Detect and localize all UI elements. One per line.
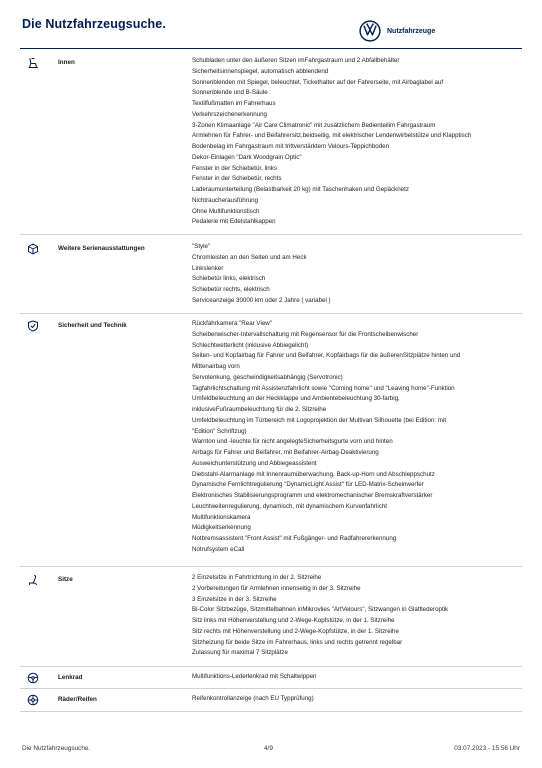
list-item: "Edition" Schriftzug) [192,427,247,435]
list-item: Diebstahl-Alarmanlage mit Innenraumüberwachung, Back-up-Horn und Abschleppschutz [192,470,435,478]
list-item: Verkehrszeichenerkennung [192,110,267,118]
list-item: Ausweichunterstützung und Abbiegeassistent [192,459,317,467]
section-title: Innen [58,59,75,66]
page-title: Die Nutzfahrzeugsuche. [22,17,166,31]
brand-label: Nutzfahrzeuge [387,27,436,35]
list-item: Rückfahrkamera "Rear View" [192,320,272,327]
list-item: Scheibenwischer-Intervallschaltung mit Regensensor für die Frontscheibenwischer [192,330,419,338]
list-item: Mittenairbag vorn [192,363,240,370]
list-item: Elektronisches Stabilisierungsprogramm und elektromechanischer Bremskraftverstärker [192,492,433,499]
list-item: Armlehnen für Fahrer- und Beifahrersitz,beidseitig, mit elektrischer Lendenwirbelstütze und Klapptisch [192,132,472,140]
page-number: 4/9 [264,745,273,752]
list-item: Sitzheizung für beide Sitze im Fahrerhaus, links und rechts getrennt regelbar [192,638,403,646]
section-title: Lenkrad [58,674,83,681]
section-title: Sicherheit und Technik [58,322,127,329]
list-item: Zulassung für maximal 7 Sitzplätze [192,649,288,657]
section-divider [20,666,522,667]
seat-icon [27,574,39,586]
section-title: Weitere Serienausstattungen [58,245,145,252]
list-item: Serviceanzeige 30000 km oder 2 Jahre ( variabel ) [192,296,331,304]
list-item: Fenster in der Schiebetür, links [192,164,277,172]
footer-timestamp: 03.07.2023 - 15:56 Uhr [454,745,520,752]
list-item: Reifenkontrollanzeige (nach EU Typprüfung) [192,695,314,702]
list-item: Umfeldbeleuchtung im Türbereich mit Logoprojektion der Multivan Silhouette (bei Edition: mit [192,416,447,424]
header-divider [20,48,522,49]
list-item: Sonnenblenden mit Spiegel, beleuchtet, Tickethalter auf der Fahrerseite, mit Airbaglabel auf [192,78,444,86]
section-divider [20,566,522,567]
list-item: Fenster in der Schiebetür, rechts [192,175,282,183]
wheel-icon [27,694,39,706]
section-divider [20,313,522,314]
list-item: Multifunktions-Lederlenkrad mit Schaltwippen [192,673,317,680]
list-item: Schiebetür links, elektrisch [192,275,266,283]
list-item: Notbremsassistent "Front Assist" mit Fußgänger- und Radfahrererkennung [192,535,397,542]
section-divider [20,711,522,712]
list-item: Linkslenker [192,264,224,272]
list-item: 2 Vorbereitungen für Armlehnen innenseitig in der 3. Sitzreihe [192,584,361,592]
page-header [0,0,542,50]
list-item: Laderaumunterteilung (Belastbarkeit 20 kg) mit Taschenhaken und Gepäcknetz [192,186,409,193]
list-item: Airbags für Fahrer und Beifahrer, mit Beifahrer-Airbag-Deaktivierung [192,449,379,456]
section-lines [192,672,522,683]
section-divider [20,234,522,235]
list-item: Schlechtwetterlicht (inklusive Abbiegelicht) [192,341,309,349]
list-item: Servolenkung, geschwindigkeitsabhängig (Servotronic) [192,373,343,381]
section-title: Sitze [58,576,73,583]
section-lines [192,319,522,556]
section-lines [192,56,522,228]
list-item: 3-Zonen Klimaanlage "Air Care Climatronic" mit zusätzlichem Bedienteilim Fahrgastraum [192,121,436,129]
seat-interior-icon [27,57,39,69]
steering-wheel-icon [27,672,39,684]
list-item: Ohne Multifunktionstisch [192,207,260,215]
list-item: Schubladen unter den äußeren Sitzen imFahrgastraum und 2 Abfallbehälter [192,57,400,64]
list-item: Bodenbelag im Fahrgastraum mit trittverstärktem Velours-Teppichboden [192,143,390,150]
footer-source: Die Nutzfahrzeugsuche. [22,745,91,752]
list-item: inklusiveFußraumbeleuchtung für die 2. Sitzreihe [192,406,327,413]
list-item: Nichtraucherausführung [192,196,259,204]
list-item: Sitz rechts mit Höhenverstellung und 2-Wege-Kopfstütze, in der 1. Sitzreihe [192,627,399,635]
list-item: Seiten- und Kopfairbag für Fahrer und Beifahrer, Kopfairbags für die äußerenSitzplätze hinten und [192,352,461,360]
list-item: Warnton und -leuchte für nicht angelegteSicherheitsgurte vorn und hinten [192,438,393,446]
section-lines [192,694,522,705]
list-item: Schiebetür rechts, elektrisch [192,286,270,293]
brand [359,21,435,41]
list-item: Tagfahrlichtschaltung mit Assistenzfahrlicht sowie "Coming home" und "Leaving home"-Funktion [192,384,455,392]
section-divider [20,688,522,689]
cube-icon [27,243,39,255]
section-title: Räder/Reifen [58,696,97,703]
list-item: Dynamische Fernlichtregulierung "DynamicLight Assist" für LED-Matrix-Scheinwerfer [192,481,424,489]
list-item: Sonnenblende und B-Säule [192,89,268,97]
list-item: Chromleisten an den Seiten und am Heck [192,253,307,261]
section-lines [192,573,522,659]
list-item: Pedalerie mit Edelstahlkappen [192,218,276,226]
list-item: Sitz links mit Höhenverstellung und 2-Wege-Kopfstütze, in der 1. Sitzreihe [192,617,395,624]
list-item: Müdigkeitserkennung [192,524,251,532]
list-item: "Style" [192,243,211,250]
list-item: Notrufsystem eCall [192,545,245,553]
list-item: Multifunktionskamera [192,513,251,521]
list-item: Umfeldbeleuchtung an der Heckklappe und Ambientebeleuchtung 30-farbig, [192,395,400,403]
section-lines [192,242,522,307]
list-item: 2 Einzelsitze in Fahrtrichtung in der 2. Sitzreihe [192,574,322,581]
shield-check-icon [27,320,39,332]
list-item: Dekor-Einlagen "Dark Woodgrain Optic" [192,153,302,161]
list-item: Textilfußmatten im Fahrerhaus [192,100,276,107]
list-item: Leuchtweitenregulierung, dynamisch, mit dynamischem Kurvenfahrlicht [192,502,387,510]
page-footer [0,745,542,759]
list-item: 3 Einzelsitze in der 3. Sitzreihe [192,595,277,603]
vw-logo-icon [359,20,381,42]
list-item: Sicherheitsinnenspiegel, automatisch abblendend [192,67,329,75]
list-item: Bi-Color Sitzbezüge, Sitzmittelbahnen inMikrovlies "ArtVelours", Sitzwangen in Glattlederoptik [192,606,449,614]
